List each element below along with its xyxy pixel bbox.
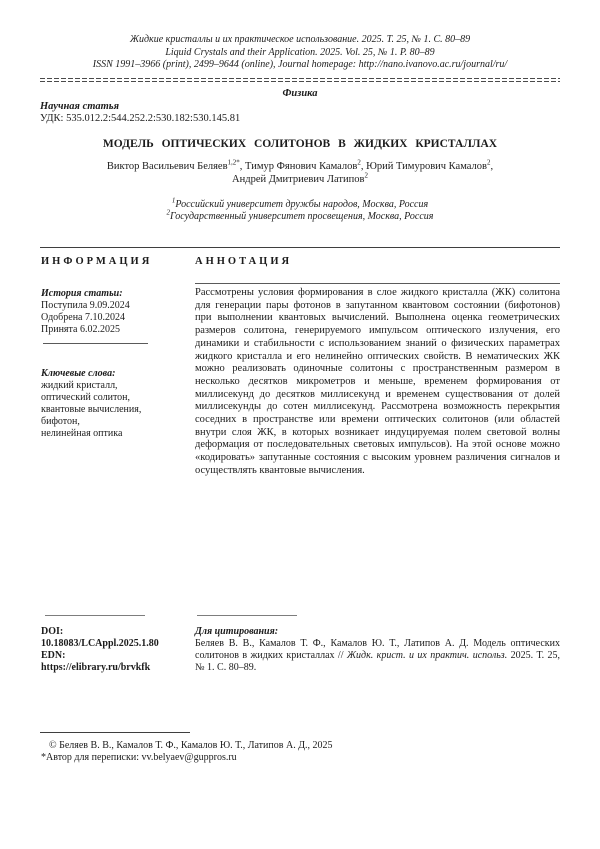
journal-homepage-link[interactable]: http://nano.ivanovo.ac.ru/journal/ru/ xyxy=(358,59,508,70)
author-affil-marker-2: 2 xyxy=(357,158,361,167)
header-divider-rule xyxy=(40,247,560,248)
keyword-item: оптический солитон, xyxy=(41,392,131,403)
doi-block xyxy=(41,626,191,674)
author-name-4: Андрей Дмитриевич Латипов xyxy=(232,173,365,185)
abstract-top-rule xyxy=(195,283,560,284)
affiliation-marker-1: 1 xyxy=(171,196,176,205)
footnote-separator-rule xyxy=(40,732,190,733)
keyword-item: нелинейная оптика xyxy=(41,428,123,439)
journal-title-ru: Жидкие кристаллы и их практическое использование. 2025. Т. 25, № 1. С. 80–89 xyxy=(129,34,471,45)
abstract-text: Рассмотрены условия формирования в слое жидкого кристалла (ЖК) солитона для генерации пары фотонов в запутанном квантовом состоянии (бифотонов) при выполнении квантовых вычислений. Выполнена оценка геометрических размеров солитона, генерируемого импульсом оптического излучения, его динамики и стабильности с использованием знаний о физических параметрах жидкого кристалла и его нелинейно оптических свойств. В нематических ЖК можно реализовать одиночные солитоны с пространственным размером в несколько десятков микрометров и меньше, временем формирования от миллисекунд до десятков миллисекунд и временем существования от долей миллисекунды до сотен миллисекунд. Рассмотрена возможность перекрытия соседних в пространстве или времени оптических солитонов (или областей внутри слоя ЖК, в которых возникает индуцируемая полем световой волны деформация от последовательных световых импульсов). На этой основе можно «кодировать» запутанные состояния с высоким уровнем различения сигналов и осуществлять квантовые вычисления. xyxy=(195,287,560,476)
author-separator: , xyxy=(360,161,367,172)
citation-text xyxy=(195,638,560,674)
page-title: МОДЕЛЬ ОПТИЧЕСКИХ СОЛИТОНОВ В ЖИДКИХ КРИСТАЛЛАХ xyxy=(102,138,498,150)
citation-text-after: 2025. Т. 25, № 1. С. 80–89. xyxy=(195,650,561,673)
affiliation-marker-2: 2 xyxy=(166,208,171,217)
citation-block-rule xyxy=(197,615,297,616)
article-history-block xyxy=(41,288,191,336)
udc-code: УДК: 535.012.2:544.252.2:530.182:530.145.81 xyxy=(40,113,241,124)
copyright-line: © Беляев В. В., Камалов Т. Ф., Камалов Ю. Т., Латипов А. Д., 2025 xyxy=(49,740,333,751)
article-type-label: Научная статья xyxy=(40,101,120,112)
correspondence-line xyxy=(41,752,237,763)
author-separator: , xyxy=(239,161,246,172)
section-label: Физика xyxy=(282,88,318,99)
authors-list xyxy=(40,158,560,186)
keyword-item: жидкий кристалл, xyxy=(41,380,118,391)
correspondence-email-link[interactable]: vv.belyaev@guppros.ru xyxy=(141,752,237,763)
correspondence-prefix: *Автор для переписки: xyxy=(41,752,142,763)
citation-text-before: Беляев В. В., Камалов Т. Ф., Камалов Ю. Т., Латипов А. Д. Модель оптических солитонов в жидких кристаллах // xyxy=(195,638,560,661)
dashed-line-top xyxy=(40,78,560,79)
author-affil-marker-1: 1,2* xyxy=(227,158,240,167)
keywords-label: Ключевые слова: xyxy=(41,368,116,379)
authors-line-1 xyxy=(40,158,560,174)
author-affil-marker-4: 2 xyxy=(364,171,368,179)
keyword-item: квантовые вычисления, xyxy=(41,404,142,415)
info-column-rule xyxy=(43,343,148,344)
affiliation-2 xyxy=(40,208,560,223)
citation-label: Для цитирования: xyxy=(195,626,279,637)
doi-label: DOI: xyxy=(41,626,64,637)
journal-header xyxy=(40,34,560,72)
affiliation-text-2: Государственный университет просвещения, Москва, Россия xyxy=(170,211,434,222)
history-accepted: Принята 6.02.2025 xyxy=(41,324,120,335)
edn-elibrary-link[interactable]: https://elibrary.ru/brvkfk xyxy=(41,662,151,673)
abstract-column-heading: АННОТАЦИЯ xyxy=(195,256,293,267)
article-history-label: История статьи: xyxy=(41,288,123,299)
affiliation-1 xyxy=(40,196,560,211)
double-dashed-separator xyxy=(40,78,560,82)
citation-journal-abbrev: Жидк. крист. и их практич. использ. xyxy=(346,650,508,661)
author-affil-marker-3: 2 xyxy=(486,158,491,167)
affiliations-list xyxy=(40,196,560,223)
author-separator: , xyxy=(490,161,494,172)
issn-text: ISSN 1991–3966 (print), 2499–9644 (online), Journal homepage: xyxy=(92,59,359,70)
issn-line xyxy=(40,59,560,72)
doi-value: 10.18083/LCAppl.2025.1.80 xyxy=(41,638,159,649)
affiliation-text-1: Российский университет дружбы народов, Москва, Россия xyxy=(175,199,429,210)
history-received: Поступила 9.09.2024 xyxy=(41,300,130,311)
keyword-item: бифотон, xyxy=(41,416,80,427)
author-name-3: Юрий Тимурович Камалов xyxy=(366,161,487,172)
dashed-line-bottom xyxy=(40,81,560,82)
citation-block xyxy=(195,626,560,674)
author-name-2: Тимур Фянович Камалов xyxy=(245,161,358,172)
doi-block-rule xyxy=(45,615,145,616)
journal-title-en: Liquid Crystals and their Application. 2025. Vol. 25, № 1. P. 80–89 xyxy=(165,46,435,58)
history-approved: Одобрена 7.10.2024 xyxy=(41,312,125,323)
edn-label: EDN: xyxy=(41,650,66,661)
authors-line-2 xyxy=(40,171,560,187)
keywords-block xyxy=(41,368,191,440)
author-name-1: Виктор Васильевич Беляев xyxy=(106,161,228,172)
info-column-heading: ИНФОРМАЦИЯ xyxy=(41,256,153,267)
